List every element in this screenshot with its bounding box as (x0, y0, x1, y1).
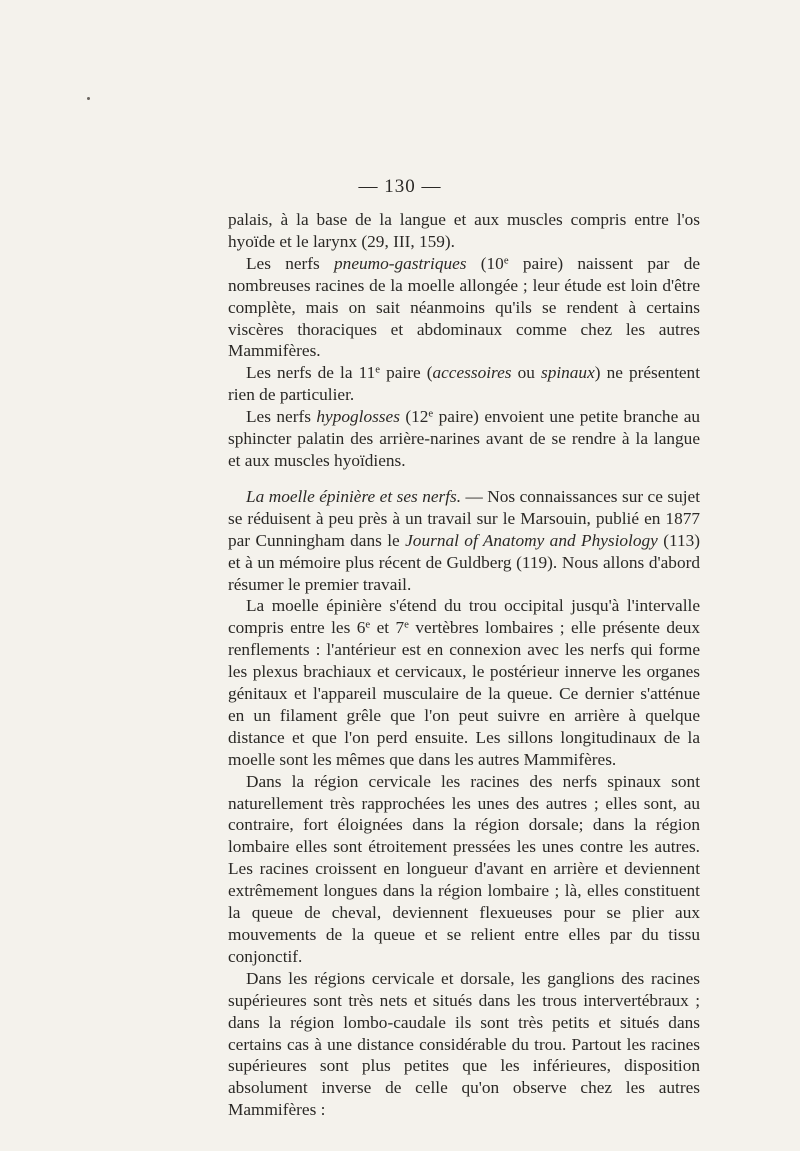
text-run: — Nos connaissances sur ce sujet se réduisent à peu près à un travail sur le Marsouin, publié en 1877 par Cunningham dans le (228, 486, 700, 550)
superscript: e (375, 363, 381, 376)
text-run: et 7 (370, 618, 405, 638)
paragraph (228, 253, 700, 363)
paragraph (228, 486, 700, 596)
text-run: paire) naissent par de nombreuses racines de la moelle allongée ; leur étude est loin d'être complète, mais on sait néanmoins qu'ils se rendent à certains viscères thoraciques et abdominaux comme chez les autres Mammifères. (228, 253, 701, 361)
paragraph (228, 595, 700, 770)
ink-speck (87, 97, 90, 100)
body-text (228, 209, 700, 1121)
text-run: Les nerfs (246, 253, 335, 273)
paragraph (228, 771, 700, 968)
text-run: (10 (466, 253, 504, 273)
text-run: (113) et à un mémoire plus récent de Guldberg (119). Nous allons d'abord résumer le premier travail. (228, 530, 700, 594)
text-run: Dans la région cervicale les racines des nerfs spinaux sont naturellement très rapprochées les unes des autres ; elles sont, au contraire, fort éloignées dans la région dorsale; dans la région lombaire elles sont étroitement pressées les unes contre les autres. Les racines croissent en longueur d'avant en arrière et deviennent extrêmement longues dans la région lombaire ; là, elles constituent la queue de cheval, deviennent flexueuses pour se plier aux mouvements de la queue et se relient entre elles par du tissu conjonctif. (228, 771, 700, 966)
paragraph (228, 362, 700, 406)
text-run: ) ne présentent rien de particulier. (228, 363, 700, 405)
paragraph (228, 968, 700, 1121)
paragraph (228, 209, 700, 253)
italic-text: La moelle épinière et ses nerfs. (246, 486, 462, 506)
superscript: e (503, 254, 509, 267)
text-run: La moelle épinière s'étend du trou occipital jusqu'à l'intervalle compris entre les 6 (228, 596, 700, 638)
superscript: e (404, 618, 409, 631)
text-run: paire ( (380, 363, 433, 383)
italic-text: spinaux (540, 363, 595, 383)
text-run: Les nerfs de la 11 (246, 363, 376, 383)
text-run: palais, à la base de la langue et aux muscles compris entre l'os hyoïde et le larynx (29, III, 159). (228, 210, 700, 251)
page-number: — 130 — (358, 176, 442, 197)
text-run: paire) envoient une petite branche au sphincter palatin des arrière-narines avant de se rendre à la langue et aux muscles hyoïdiens. (228, 407, 701, 470)
text-run: (12 (399, 407, 429, 427)
text-run: ou (511, 363, 541, 383)
text-run: Dans les régions cervicale et dorsale, les ganglions des racines supérieures sont très nets et situés dans les trous intervertébraux ; dans la région lombo-caudale ils sont très petits et situés dans certains cas à une distance considérable du trou. Partout les racines supérieures sont plus petites que les inférieures, disposition absolument inverse de celle qu'on observe chez les autres Mammifères : (228, 968, 700, 1120)
text-run: vertèbres lombaires ; elle présente deux renflements : l'antérieur est en connexion avec les nerfs qui forme les plexus brachiaux et cervicaux, le postérieur innerve les organes génitaux et l'appareil musculaire de la queue. Ce dernier s'atténue en un filament grêle que l'on peut suivre en arrière à quelque distance et que l'on perd ensuite. Les sillons longitudinaux de la moelle sont les mêmes que dans les autres Mammifères. (228, 618, 700, 769)
italic-text: accessoires (432, 363, 512, 383)
text-run: Les nerfs (246, 407, 317, 427)
superscript: e (428, 407, 434, 420)
superscript: e (365, 618, 371, 631)
italic-text: pneumo-gastriques (334, 253, 467, 273)
italic-text: Journal of Anatomy and Physiology (405, 530, 658, 550)
italic-text: hypoglosses (316, 407, 400, 427)
paragraph (228, 406, 700, 472)
